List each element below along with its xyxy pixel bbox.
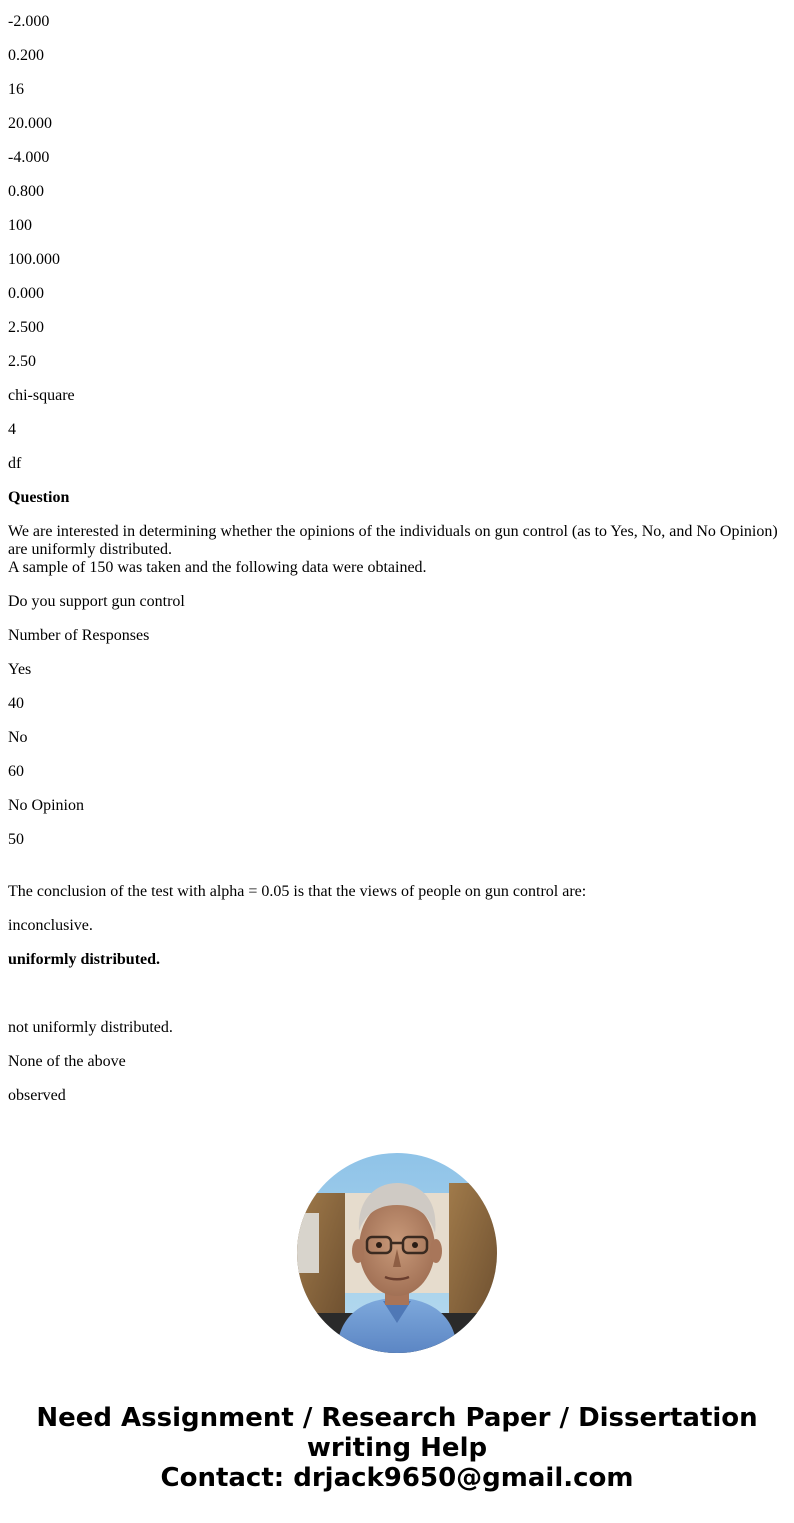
value-item: 20.000 [8,115,52,132]
value-item: -2.000 [8,13,50,30]
answer-option: inconclusive. [8,917,93,934]
table-header-responses: Number of Responses [8,627,150,644]
answer-option: None of the above [8,1053,126,1070]
question-text-line2: A sample of 150 was taken and the following data were obtained. [8,559,427,576]
promo-line1: Need Assignment / Research Paper / Dissertation [36,1403,758,1433]
value-item: 100 [8,217,32,234]
trailing-text: observed [8,1087,66,1104]
promo-line2: writing Help [306,1433,488,1463]
answer-option: not uniformly distributed. [8,1019,173,1036]
table-row-label: No Opinion [8,797,84,814]
table-row-count: 40 [8,695,24,712]
question-text [8,523,786,577]
table-row-label: No [8,729,28,746]
question-text-line1: We are interested in determining whether the opinions of the individuals on gun control (as to Yes, No, and No Opinion) are uniformly distributed. [8,523,778,558]
value-item: 16 [8,81,24,98]
author-avatar [297,1153,497,1353]
question-prompt: The conclusion of the test with alpha = 0.05 is that the views of people on gun control are: [8,883,587,900]
value-item: -4.000 [8,149,50,166]
table-row-count: 60 [8,763,24,780]
value-item: df [8,455,22,472]
portrait-image [297,1153,497,1353]
table-row-label: Yes [8,661,32,678]
table-row-count: 50 [8,831,24,848]
answer-option-selected: uniformly distributed. [8,951,161,968]
value-item: 100.000 [8,251,60,268]
value-item: chi-square [8,387,75,404]
value-item: 4 [8,421,16,438]
value-item: 0.200 [8,47,44,64]
value-item: 2.50 [8,353,36,370]
table-header-question: Do you support gun control [8,593,185,610]
value-item: 0.800 [8,183,44,200]
promo-contact: Contact: drjack9650@gmail.com [160,1463,634,1493]
value-item: 2.500 [8,319,44,336]
question-heading: Question [8,489,70,506]
promo-banner [0,1403,794,1493]
value-item: 0.000 [8,285,44,302]
